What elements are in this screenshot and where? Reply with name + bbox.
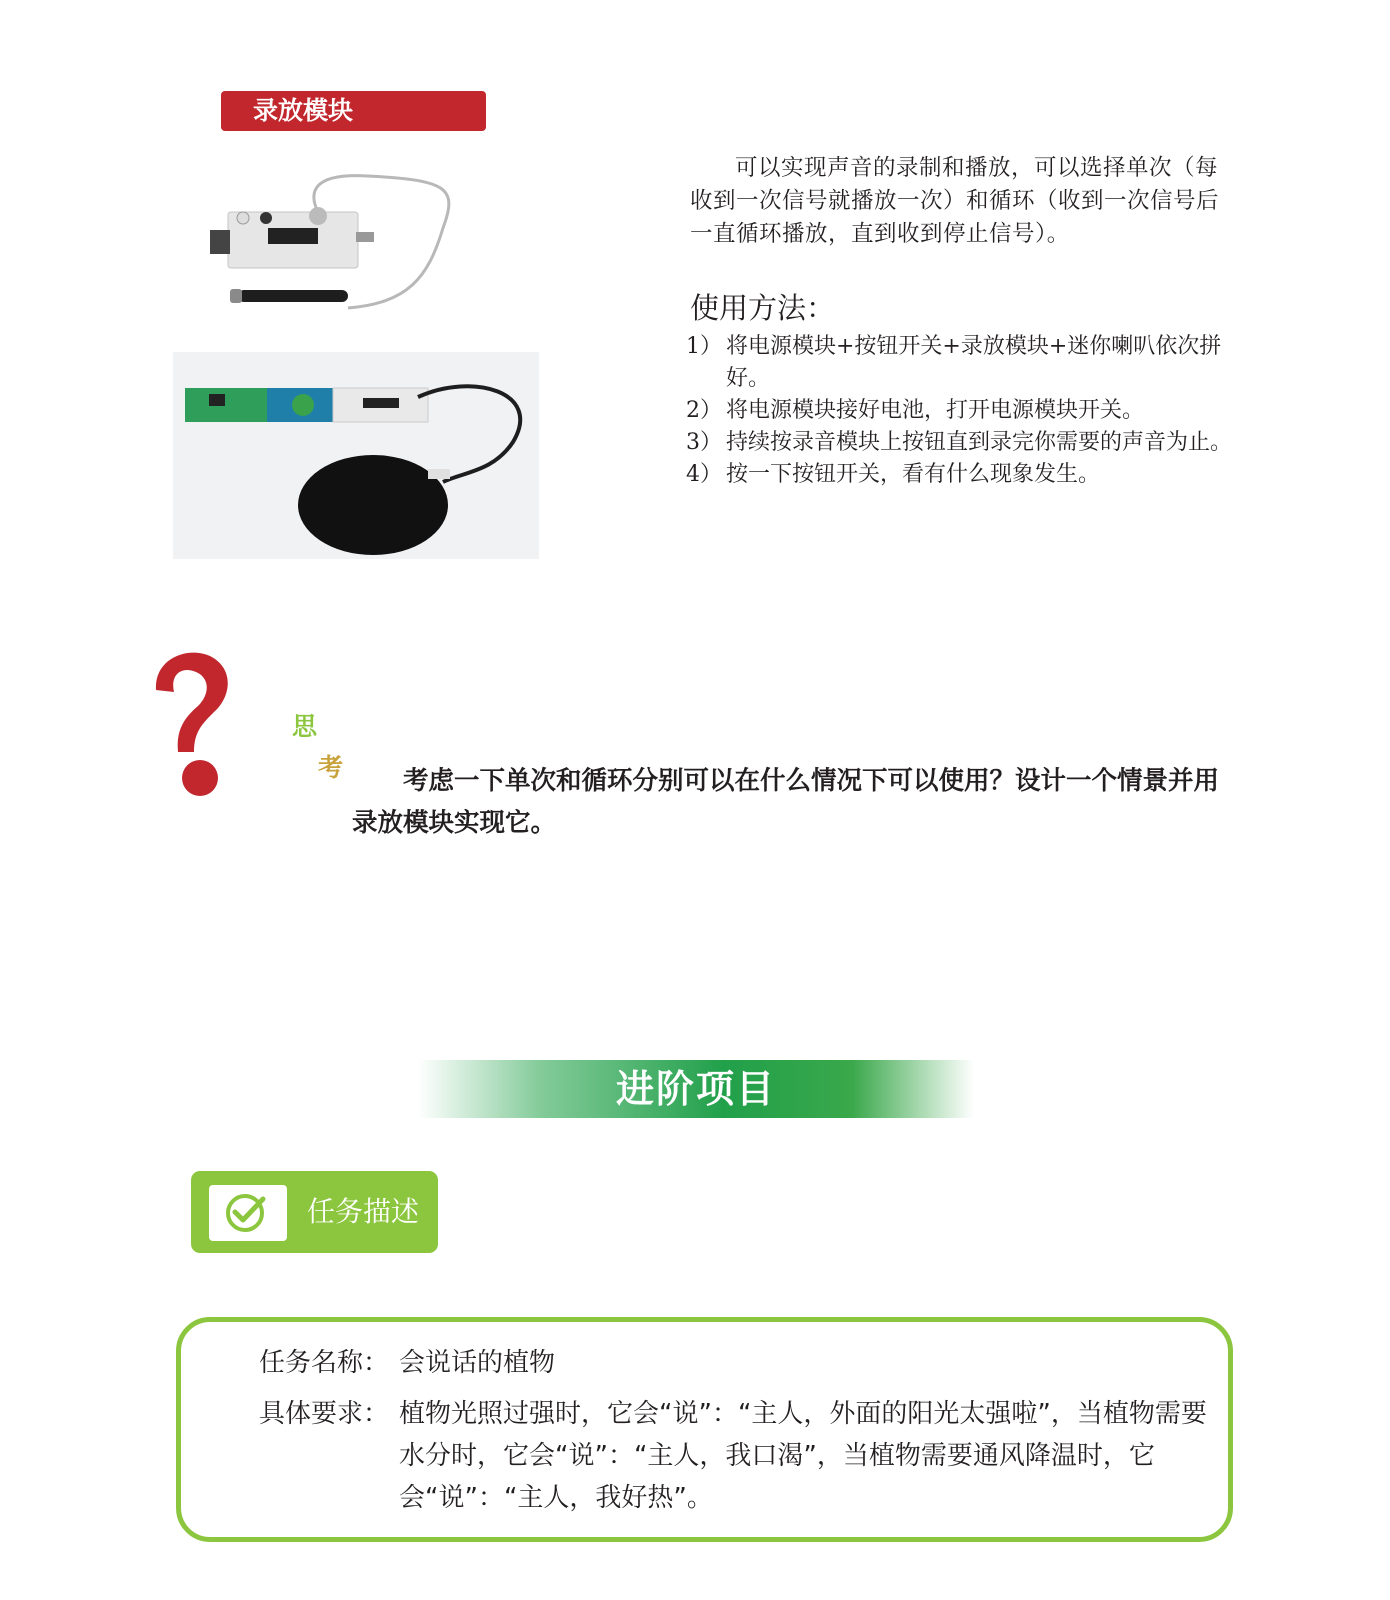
task-description-badge [191, 1171, 438, 1253]
usage-step [686, 395, 1246, 427]
task-name-value: 会说话的植物 [399, 1348, 556, 1378]
step-number: 2） [686, 398, 722, 423]
task-description-label: 任务描述 [307, 1195, 420, 1228]
question-mark-icon [148, 648, 232, 798]
usage-step [686, 331, 1246, 395]
task-requirement-key: 具体要求： [259, 1399, 390, 1429]
step-number: 3） [686, 430, 722, 455]
task-name-key: 任务名称： [259, 1348, 390, 1378]
think-question: 考虑一下单次和循环分别可以在什么情况下可以使用？设计一个情景并用录放模块实现它。 [352, 766, 1220, 838]
usage-title: 使用方法： [690, 291, 836, 325]
step-number: 4） [686, 462, 722, 487]
think-label-2: 考 [318, 753, 344, 782]
section-title: 录放模块 [253, 96, 354, 125]
usage-step [686, 427, 1246, 459]
assembled-photo [173, 352, 539, 559]
advanced-project-title: 进阶项目 [615, 1067, 776, 1111]
module-photo-top [188, 168, 468, 320]
task-box [176, 1317, 1233, 1542]
think-label-1: 思 [292, 712, 318, 741]
module-description: 可以实现声音的录制和播放，可以选择单次（每收到一次信号就播放一次）和循环（收到一次信号后一直循环播放，直到收到停止信号）。 [690, 155, 1220, 247]
usage-step [686, 459, 1246, 491]
task-requirement-value: 植物光照过强时，它会“说”：“主人，外面的阳光太强啦”，当植物需要水分时，它会“说”：“主人，我口渴”，当植物需要通风降温时，它会“说”：“主人，我好热”。 [399, 1399, 1207, 1513]
step-text: 持续按录音模块上按钮直到录完你需要的声音为止。 [726, 430, 1233, 455]
section-tag [221, 91, 486, 131]
step-text: 按一下按钮开关，看有什么现象发生。 [726, 462, 1101, 487]
check-circle-icon [207, 1183, 289, 1243]
step-number: 1） [686, 334, 722, 359]
step-text: 将电源模块接好电池，打开电源模块开关。 [726, 398, 1145, 423]
step-text: 将电源模块+按钮开关+录放模块+迷你喇叭依次拼好。 [726, 334, 1222, 391]
task-requirement-row [259, 1393, 1209, 1519]
advanced-project-banner [418, 1060, 974, 1118]
usage-steps [686, 331, 1246, 491]
task-name-row [259, 1342, 1209, 1384]
